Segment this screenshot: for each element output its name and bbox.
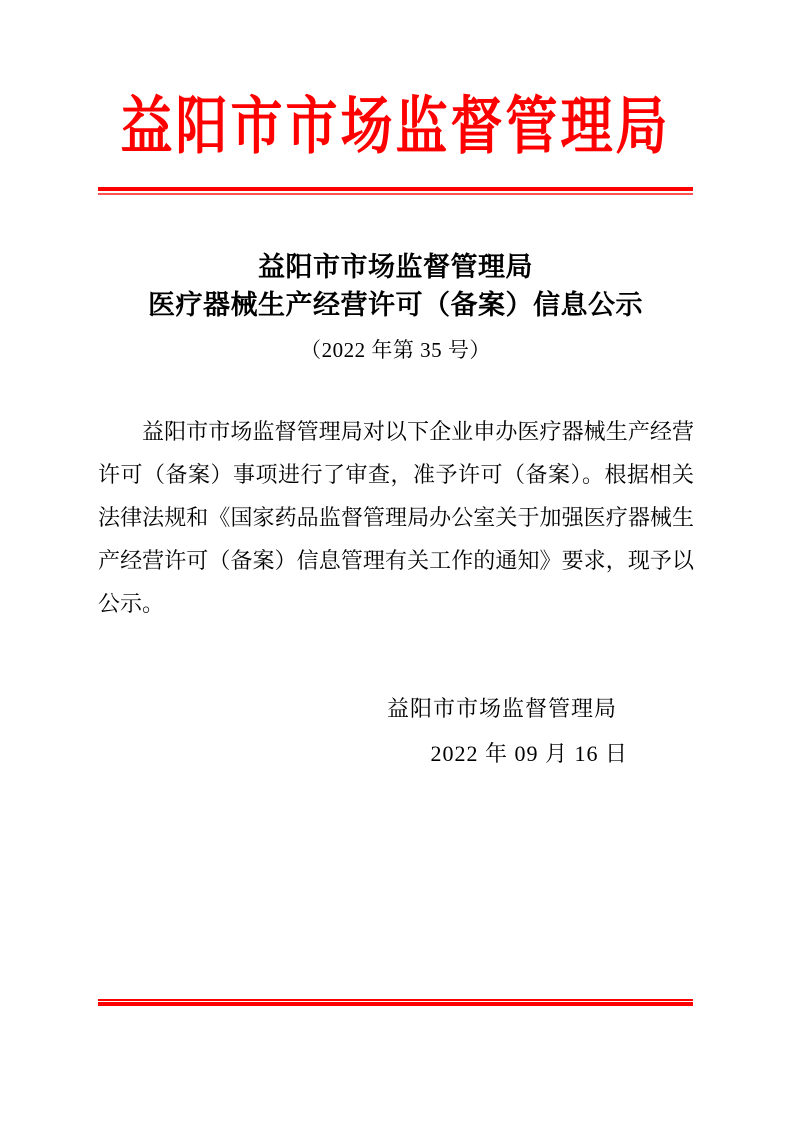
footer-divider-thick-rule: [98, 1002, 693, 1006]
letterhead-title: 益阳市市场监督管理局: [120, 93, 671, 162]
doc-title-line2: 医疗器械生产经营许可（备案）信息公示: [148, 290, 643, 320]
doc-title-line1: 益阳市市场监督管理局: [258, 252, 533, 282]
header-divider-thick-rule: [98, 187, 693, 191]
body-paragraph: 益阳市市场监督管理局对以下企业申办医疗器械生产经营许可（备案）事项进行了审查，准予许可（备案）。根据相关法律法规和《国家药品监督管理局办公室关于加强医疗器械生产经营许可（备案）信息管理有关工作的通知》要求，现予以公示。: [98, 419, 694, 616]
signature-date: 2022 年 09 月 16 日: [430, 741, 628, 766]
header-divider-thin-rule: [98, 193, 693, 195]
footer-divider-thin-rule: [98, 999, 693, 1001]
doc-title-block: [98, 248, 693, 364]
signature-org: 益阳市市场监督管理局: [386, 696, 617, 721]
doc-number: （2022 年第 35 号）: [300, 338, 491, 362]
